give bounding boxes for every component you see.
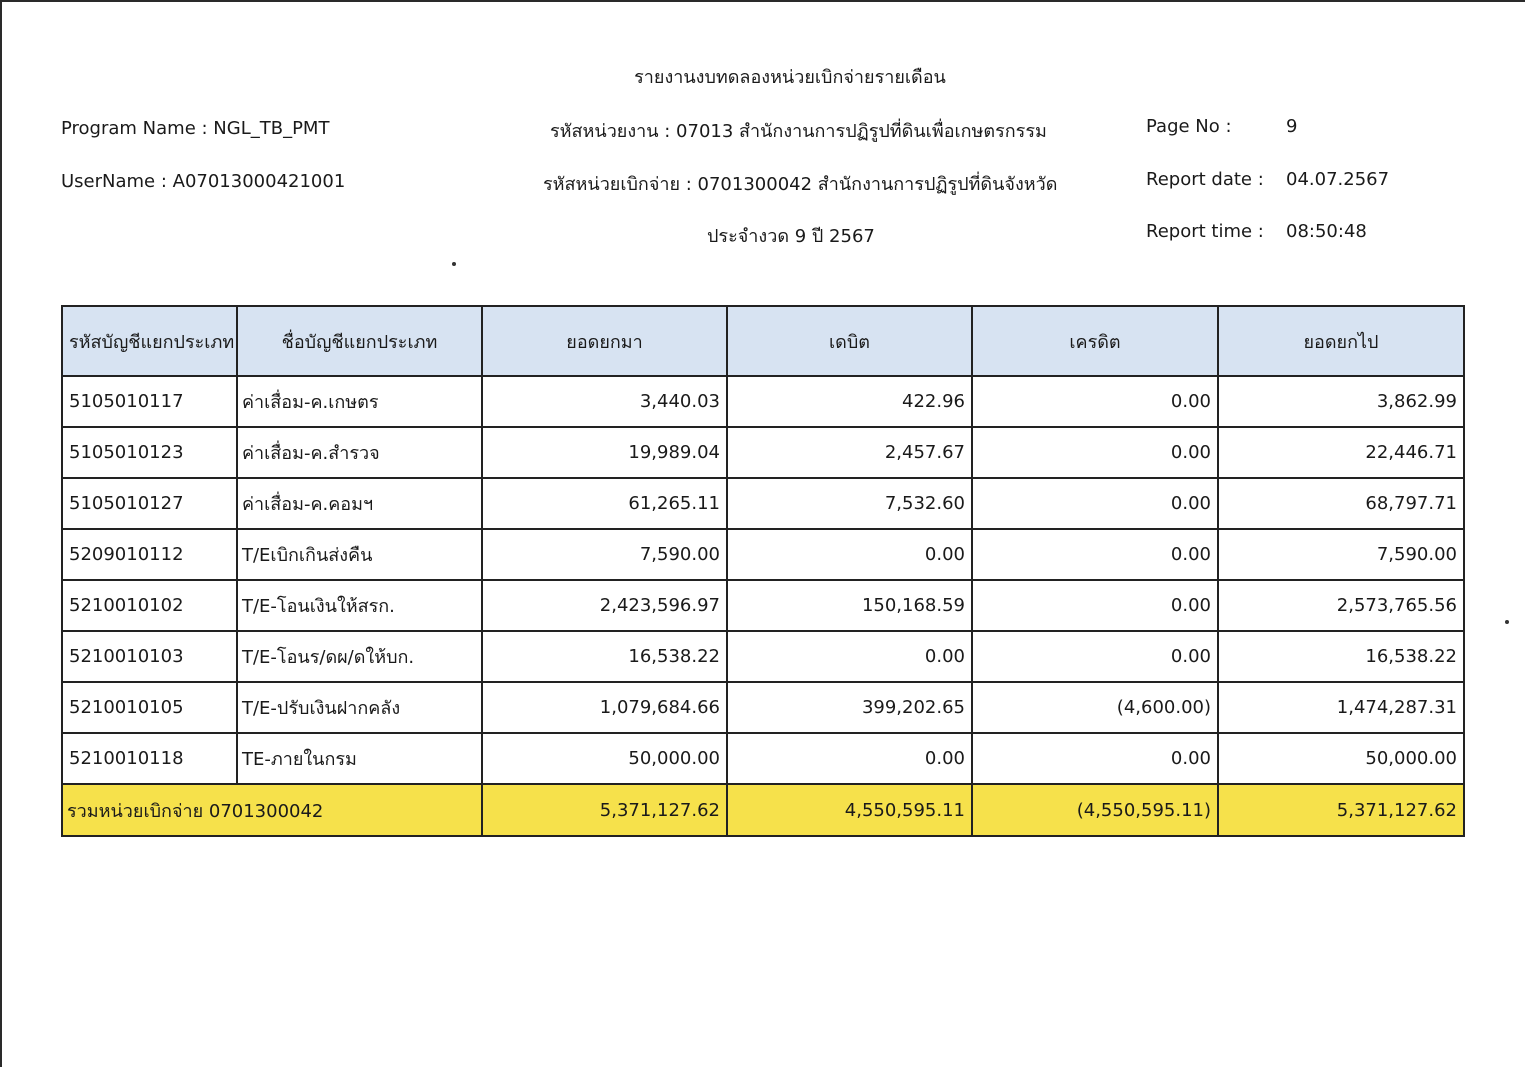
carried-forward: 1,474,287.31: [1218, 682, 1464, 733]
account-code: 5210010103: [62, 631, 237, 682]
credit: 0.00: [972, 733, 1218, 784]
scan-speck: [1505, 620, 1509, 624]
account-name: TE-ภายในกรม: [237, 733, 482, 784]
report-time-value: 08:50:48: [1286, 221, 1367, 242]
header-debit: เดบิต: [727, 306, 972, 376]
debit: 7,532.60: [727, 478, 972, 529]
debit: 399,202.65: [727, 682, 972, 733]
table-row: [62, 631, 1464, 682]
brought-forward: 2,423,596.97: [482, 580, 727, 631]
account-code: 5105010123: [62, 427, 237, 478]
credit: 0.00: [972, 427, 1218, 478]
page-no-label: Page No :: [1146, 116, 1232, 137]
brought-forward: 19,989.04: [482, 427, 727, 478]
carried-forward: 7,590.00: [1218, 529, 1464, 580]
carried-forward: 3,862.99: [1218, 376, 1464, 427]
agency-code: รหัสหน่วยงาน : 07013 สำนักงานการปฏิรูปที่ดินเพื่อเกษตรกรรม: [550, 121, 1047, 142]
table-row: [62, 682, 1464, 733]
total-credit: (4,550,595.11): [972, 784, 1218, 836]
header-brought-forward: ยอดยกมา: [482, 306, 727, 376]
brought-forward: 1,079,684.66: [482, 682, 727, 733]
report-title: รายงานงบทดลองหน่วยเบิกจ่ายรายเดือน: [634, 67, 946, 88]
total-label: รวมหน่วยเบิกจ่าย 0701300042: [62, 784, 482, 836]
disbursing-unit-code: รหัสหน่วยเบิกจ่าย : 0701300042 สำนักงานการปฏิรูปที่ดินจังหวัด: [543, 174, 1058, 195]
page-border-top: [0, 0, 1525, 2]
header-credit: เครดิต: [972, 306, 1218, 376]
trial-balance-table: [61, 305, 1465, 837]
account-code: 5209010112: [62, 529, 237, 580]
account-name: T/E-โอนร/ดผ/ดให้บก.: [237, 631, 482, 682]
table-header-row: [62, 306, 1464, 376]
account-code: 5105010117: [62, 376, 237, 427]
report-period: ประจำงวด 9 ปี 2567: [707, 226, 875, 247]
carried-forward: 22,446.71: [1218, 427, 1464, 478]
debit: 2,457.67: [727, 427, 972, 478]
brought-forward: 61,265.11: [482, 478, 727, 529]
account-code: 5105010127: [62, 478, 237, 529]
table-row: [62, 376, 1464, 427]
credit: 0.00: [972, 376, 1218, 427]
page-no-value: 9: [1286, 116, 1298, 137]
carried-forward: 2,573,765.56: [1218, 580, 1464, 631]
debit: 0.00: [727, 631, 972, 682]
total-debit: 4,550,595.11: [727, 784, 972, 836]
account-name: T/Eเบิกเกินส่งคืน: [237, 529, 482, 580]
account-code: 5210010102: [62, 580, 237, 631]
debit: 0.00: [727, 733, 972, 784]
account-name: T/E-โอนเงินให้สรก.: [237, 580, 482, 631]
report-date-label: Report date :: [1146, 169, 1264, 190]
total-carried-forward: 5,371,127.62: [1218, 784, 1464, 836]
credit: 0.00: [972, 631, 1218, 682]
carried-forward: 50,000.00: [1218, 733, 1464, 784]
report-time-label: Report time :: [1146, 221, 1264, 242]
account-name: T/E-ปรับเงินฝากคลัง: [237, 682, 482, 733]
account-name: ค่าเสื่อม-ค.คอมฯ: [237, 478, 482, 529]
table-row: [62, 733, 1464, 784]
brought-forward: 7,590.00: [482, 529, 727, 580]
program-name: Program Name : NGL_TB_PMT: [61, 118, 330, 139]
table-row: [62, 478, 1464, 529]
total-row: [62, 784, 1464, 836]
header-account-code: รหัสบัญชีแยกประเภท: [62, 306, 237, 376]
account-name: ค่าเสื่อม-ค.เกษตร: [237, 376, 482, 427]
account-code: 5210010105: [62, 682, 237, 733]
user-name: UserName : A07013000421001: [61, 171, 346, 192]
debit: 150,168.59: [727, 580, 972, 631]
page-border-left: [0, 0, 2, 1067]
scan-speck: [452, 262, 456, 266]
brought-forward: 3,440.03: [482, 376, 727, 427]
credit: 0.00: [972, 478, 1218, 529]
brought-forward: 16,538.22: [482, 631, 727, 682]
header-account-name: ชื่อบัญชีแยกประเภท: [237, 306, 482, 376]
table-row: [62, 427, 1464, 478]
account-code: 5210010118: [62, 733, 237, 784]
credit: 0.00: [972, 529, 1218, 580]
carried-forward: 68,797.71: [1218, 478, 1464, 529]
debit: 422.96: [727, 376, 972, 427]
debit: 0.00: [727, 529, 972, 580]
table-row: [62, 580, 1464, 631]
header-carried-forward: ยอดยกไป: [1218, 306, 1464, 376]
report-date-value: 04.07.2567: [1286, 169, 1390, 190]
brought-forward: 50,000.00: [482, 733, 727, 784]
account-name: ค่าเสื่อม-ค.สำรวจ: [237, 427, 482, 478]
credit: 0.00: [972, 580, 1218, 631]
total-brought-forward: 5,371,127.62: [482, 784, 727, 836]
carried-forward: 16,538.22: [1218, 631, 1464, 682]
table-row: [62, 529, 1464, 580]
credit: (4,600.00): [972, 682, 1218, 733]
